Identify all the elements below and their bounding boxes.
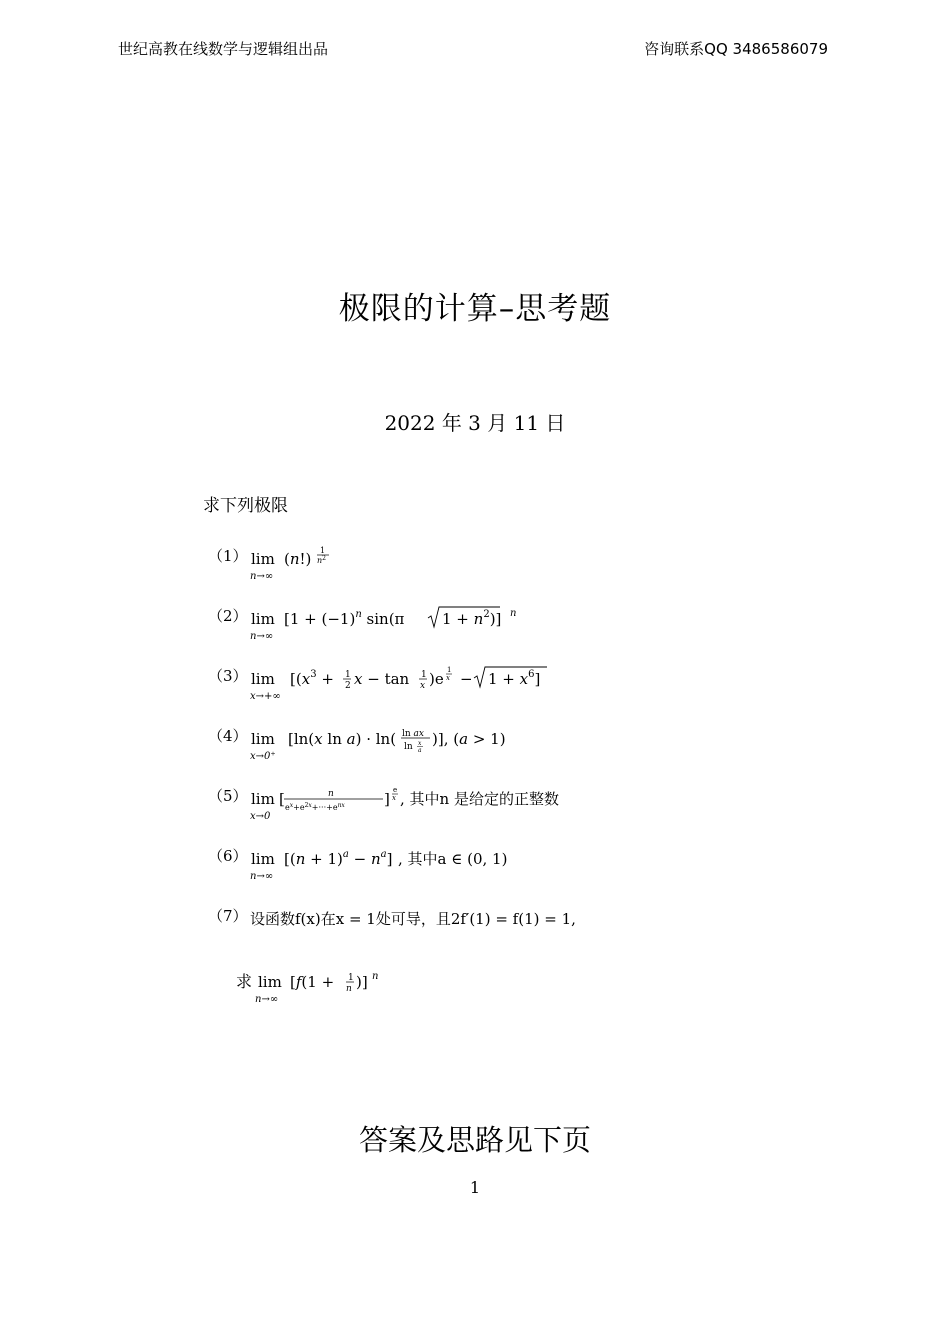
svg-text:e: e — [393, 786, 398, 794]
svg-text:2: 2 — [345, 681, 351, 691]
svg-text:]: ] — [384, 790, 390, 808]
header-left: 世纪高教在线数学与逻辑组出品 — [118, 40, 329, 58]
problem-number: （4） — [208, 727, 248, 745]
problem-4 — [208, 723, 828, 767]
problem-2-formula — [250, 603, 830, 647]
svg-text:x: x — [418, 740, 422, 747]
problem-number: （2） — [208, 607, 248, 625]
svg-text:)], (a > 1): )], (a > 1) — [432, 730, 506, 748]
svg-text:x→+∞: x→+∞ — [250, 691, 281, 702]
svg-text:ln: ln — [404, 742, 413, 752]
svg-text:a: a — [418, 747, 422, 754]
svg-text:求: 求 — [236, 972, 253, 991]
svg-text:n: n — [346, 984, 352, 994]
problem-6-formula — [250, 843, 830, 887]
svg-text:n: n — [510, 608, 517, 619]
problem-3-formula — [250, 663, 830, 707]
svg-text:lim: lim — [251, 610, 275, 628]
svg-text:x: x — [446, 674, 450, 682]
problem-number: （3） — [208, 667, 248, 685]
header-right: 咨询联系QQ 3486586079 — [644, 40, 828, 58]
page-number: 1 — [469, 1178, 481, 1197]
answer-note: 答案及思路见下页 — [358, 1123, 591, 1157]
problem-number: （7） — [208, 907, 248, 925]
problem-number: （1） — [208, 547, 248, 565]
problem-5 — [208, 783, 828, 827]
svg-text:−: − — [460, 670, 473, 688]
problem-6 — [208, 843, 828, 887]
svg-text:x→0: x→0 — [250, 811, 271, 822]
svg-text:n→∞: n→∞ — [250, 871, 274, 882]
svg-text:1 + n2)]: $1 + n^2$)] — [442, 609, 502, 628]
svg-text:lim: lim — [258, 973, 282, 991]
svg-text:lim: lim — [251, 550, 275, 568]
problem-3 — [208, 663, 828, 707]
svg-text:n→∞: n→∞ — [255, 994, 279, 1005]
svg-text:1 + x6]: $1 + x^6$] — [488, 669, 541, 688]
problem-6-note: , 其中a ∈ (0, 1) — [398, 850, 508, 868]
svg-text:n: n — [328, 789, 334, 799]
svg-text:x: x — [420, 681, 426, 691]
svg-text:)e: )e — [429, 670, 444, 688]
svg-text:[f(1 +: [f(1 + — [290, 973, 335, 991]
svg-text:[(x3 +: [($x^3$ + — [290, 669, 334, 688]
problem-7-statement — [250, 903, 830, 947]
svg-text:[(n + 1)a − na]: $[(n + 1)^a - n^a]$ — [284, 849, 393, 868]
svg-text:n2: $n^2$ — [317, 555, 326, 565]
svg-text:x: x — [392, 794, 396, 802]
svg-text:x − tan: x − tan — [354, 670, 410, 688]
svg-text:[1 + (−1)n sin(π: [$1 + (-1)^n$ sin(π — [284, 609, 405, 628]
problem-4-formula — [250, 723, 830, 767]
svg-text:1: 1 — [345, 670, 351, 680]
svg-text:lim: lim — [251, 790, 275, 808]
svg-text:ex+e2x+···+enx: $e^x+e^{2x}+\cdot\cdot\cdot+e^{nx}$ — [285, 802, 345, 812]
svg-text:1: 1 — [348, 973, 354, 983]
problem-number: （5） — [208, 787, 248, 805]
svg-text:lim: lim — [251, 850, 275, 868]
svg-text:1: 1 — [320, 546, 326, 555]
svg-text:(n!): (n!) — [284, 550, 312, 568]
problem-7-limit — [236, 966, 836, 1010]
svg-text:lim: lim — [251, 670, 275, 688]
problem-7 — [208, 903, 828, 947]
problem-5-note: , 其中n 是给定的正整数 — [400, 790, 559, 808]
svg-text:n: n — [372, 971, 379, 982]
page-title: 极限的计算–思考题 — [338, 291, 612, 327]
limit-subscript: n→∞ — [250, 571, 274, 582]
problem-2 — [208, 603, 828, 647]
svg-text:[ln(x ln a) · ln(: [ln(x ln a) · ln( — [288, 730, 397, 748]
problem-5-formula — [250, 783, 830, 827]
instruction: 求下列极限 — [203, 496, 288, 516]
problem-number: （6） — [208, 847, 248, 865]
svg-text:ln ax: ln ax — [402, 729, 424, 739]
svg-text:x→0⁺: x→0⁺ — [250, 751, 276, 762]
svg-text:lim: lim — [251, 730, 275, 748]
svg-text:[: [ — [279, 790, 285, 808]
svg-text:1: 1 — [447, 666, 452, 674]
problem-1 — [208, 543, 828, 587]
svg-text:设函数f(x)在x = 1处可导，且2f′(1) = f(1: 设函数f(x)在x = 1处可导，且2f′(1) = f(1) = 1, — [250, 910, 576, 928]
date: 2022 年 3 月 11 日 — [384, 411, 566, 435]
svg-text:1: 1 — [421, 670, 427, 680]
svg-text:n→∞: n→∞ — [250, 631, 274, 642]
svg-text:)]: )] — [356, 973, 368, 991]
problem-1-formula — [250, 543, 830, 587]
